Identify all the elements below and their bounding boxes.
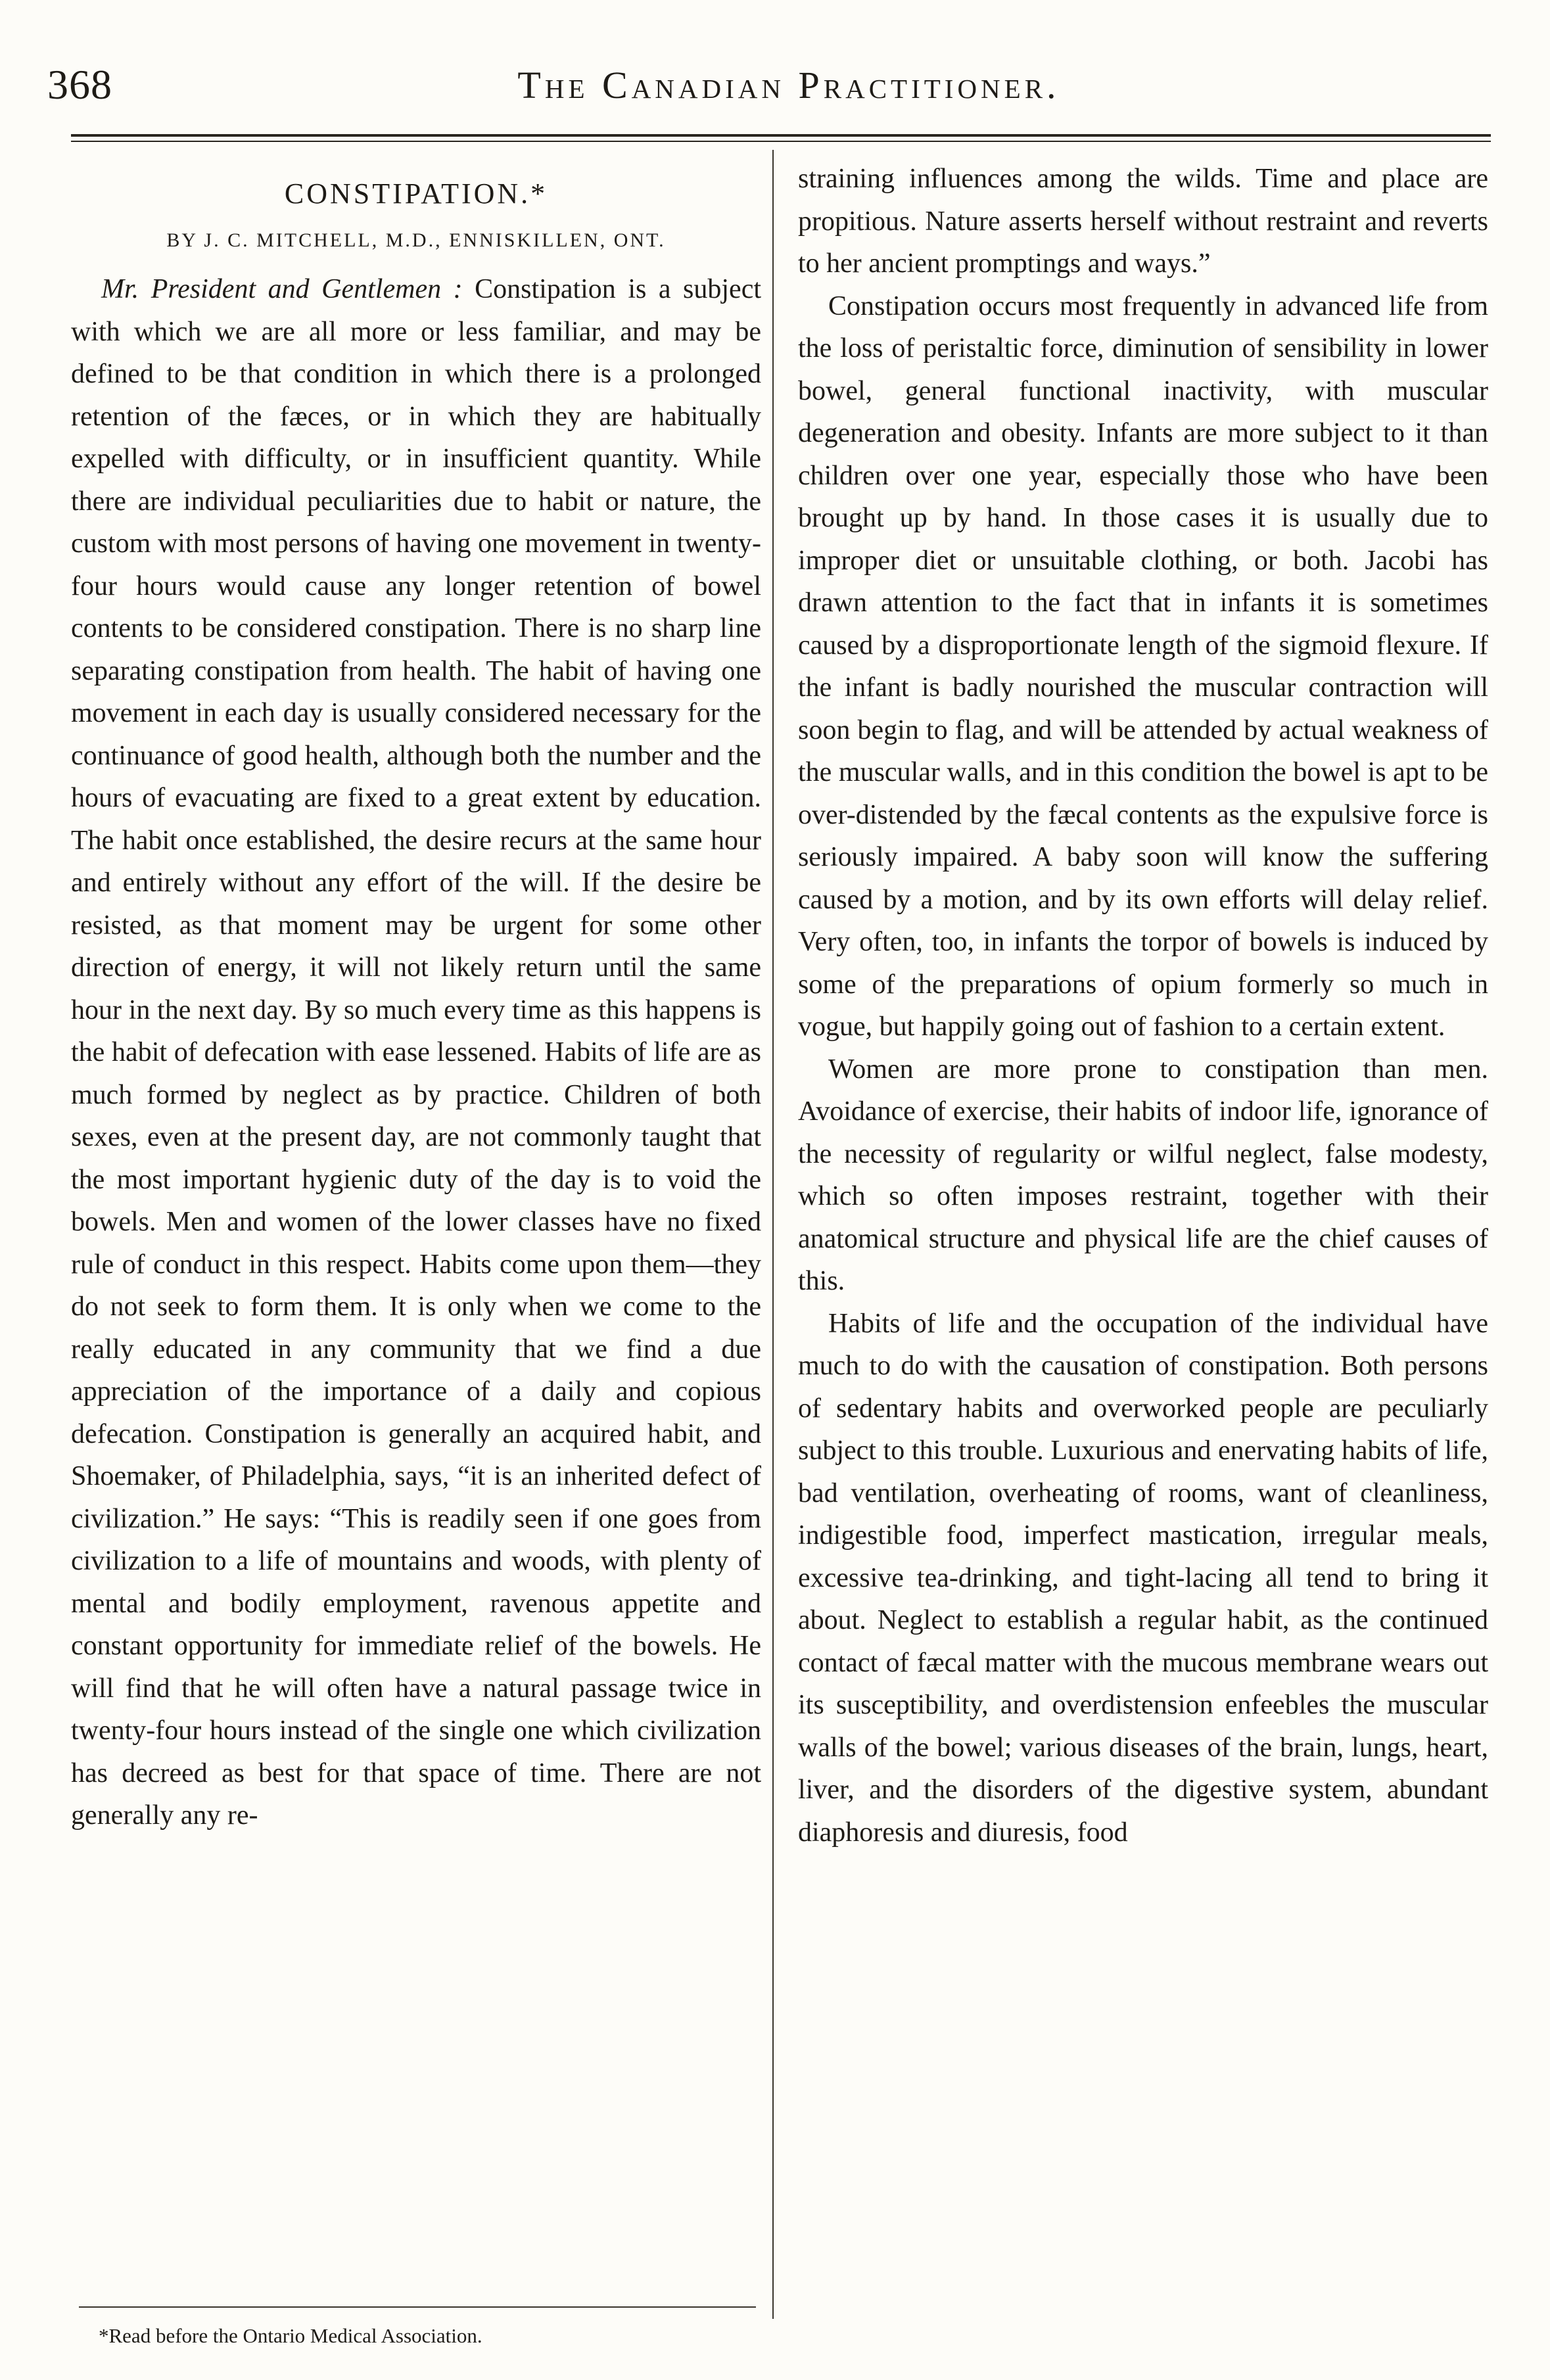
paragraph: Women are more prone to constipation than men. Avoidance of exercise, their habits of indoor life, ignorance of the necessity of regularity or wilful neglect, false modesty, which so often imposes restraint, together with their anatomical structure and physical life are the chief causes of this.	[798, 1054, 1488, 1296]
column-divider	[772, 150, 774, 2319]
paragraph: Habits of life and the occupation of the individual have much to do with the causation of constipation. Both persons of sedentary habits and overworked people are peculiarly subject to this trouble. Luxurious and enervating habits of life, bad ventilation, overheating of rooms, want of cleanliness, indigestible food, imperfect mastication, irregular meals, excessive tea-drinking, and tight-lacing all tend to bring it about. Neglect to establish a regular habit, as the continued contact of fæcal matter with the mucous membrane wears out its susceptibility, and overdistension enfeebles the muscular walls of the bowel; various diseases of the brain, lungs, heart, liver, and the disorders of the digestive system, abundant diaphoresis and diuresis, food	[798, 1308, 1488, 1848]
left-column	[71, 158, 761, 1837]
salutation: Mr. President and Gentlemen :	[101, 274, 463, 304]
page-number: 368	[47, 61, 112, 108]
header-rule	[71, 134, 1491, 137]
article-byline: BY J. C. MITCHELL, M.D., ENNISKILLEN, ONT.	[166, 229, 666, 251]
paragraph: Constipation occurs most frequently in advanced life from the loss of peristaltic force, diminution of sensibility in lower bowel, general functional inactivity, with muscular degeneration and obesity. Infants are more subject to it than children over one year, especially those who have been brought up by hand. In those cases it is usually due to improper diet or unsuitable clothing, or both. Jacobi has drawn attention to the fact that in infants it is sometimes caused by a disproportionate length of the sigmoid flexure. If the infant is badly nourished the muscular contraction will soon begin to flag, and will be attended by actual weakness of the muscular walls, and in this condition the bowel is apt to be over-distended by the fæcal contents as the expulsive force is seriously impaired. A baby soon will know the suffering caused by a motion, and by its own efforts will delay relief. Very often, too, in infants the torpor of bowels is induced by some of the preparations of opium formerly so much in vogue, but happily going out of fashion to a certain extent.	[798, 291, 1488, 1042]
paragraph-continuation: straining influences among the wilds. Time and place are propitious. Nature asserts herself without restraint and reverts to her ancient promptings and ways.”	[798, 164, 1488, 279]
running-title: The Canadian Practitioner.	[517, 64, 1060, 106]
paragraph-text: Constipation is a subject with which we are all more or less familiar, and may be defined to be that condition in which there is a prolonged retention of the fæces, or in which they are habitually expelled with difficulty, or in insufficient quantity. While there are individual peculiarities due to habit or nature, the custom with most persons of having one movement in twenty-four hours would cause any longer retention of bowel contents to be considered constipation. There is no sharp line separating constipation from health. The habit of having one movement in each day is usually considered necessary for the continuance of good health, although both the number and the hours of evacuating are fixed to a great extent by education. The habit once established, the desire recurs at the same hour and entirely without any effort of the will. If the desire be resisted, as that moment may be urgent for some other direction of energy, it will not likely return until the same hour in the next day. By so much every time as this happens is the habit of defecation with ease lessened. Habits of life are as much formed by neglect as by practice. Children of both sexes, even at the present day, are not commonly taught that the most important hygienic duty of the day is to void the bowels. Men and women of the lower classes have no fixed rule of conduct in this respect. Habits come upon them—they do not seek to form them. It is only when we come to the really educated in any community that we find a due appreciation of the importance of a daily and copious defecation. Constipation is generally an acquired habit, and Shoemaker, of Philadelphia, says, “it is an inherited defect of civilization.” He says: “This is readily seen if one goes from civilization to a life of mountains and woods, with plenty of mental and bodily employment, ravenous appetite and constant opportunity for immediate relief of the bowels. He will find that he will often have a natural passage twice in twenty-four hours instead of the single one which civilization has decreed as best for that space of time. There are not generally any re-	[71, 274, 762, 1831]
header-rule-thin	[71, 141, 1491, 142]
paragraph	[71, 268, 761, 1837]
footnote: *Read before the Ontario Medical Association.	[99, 2324, 482, 2347]
footnote-rule	[79, 2306, 756, 2308]
article-title: CONSTIPATION.*	[284, 177, 548, 210]
right-column	[798, 158, 1488, 1854]
